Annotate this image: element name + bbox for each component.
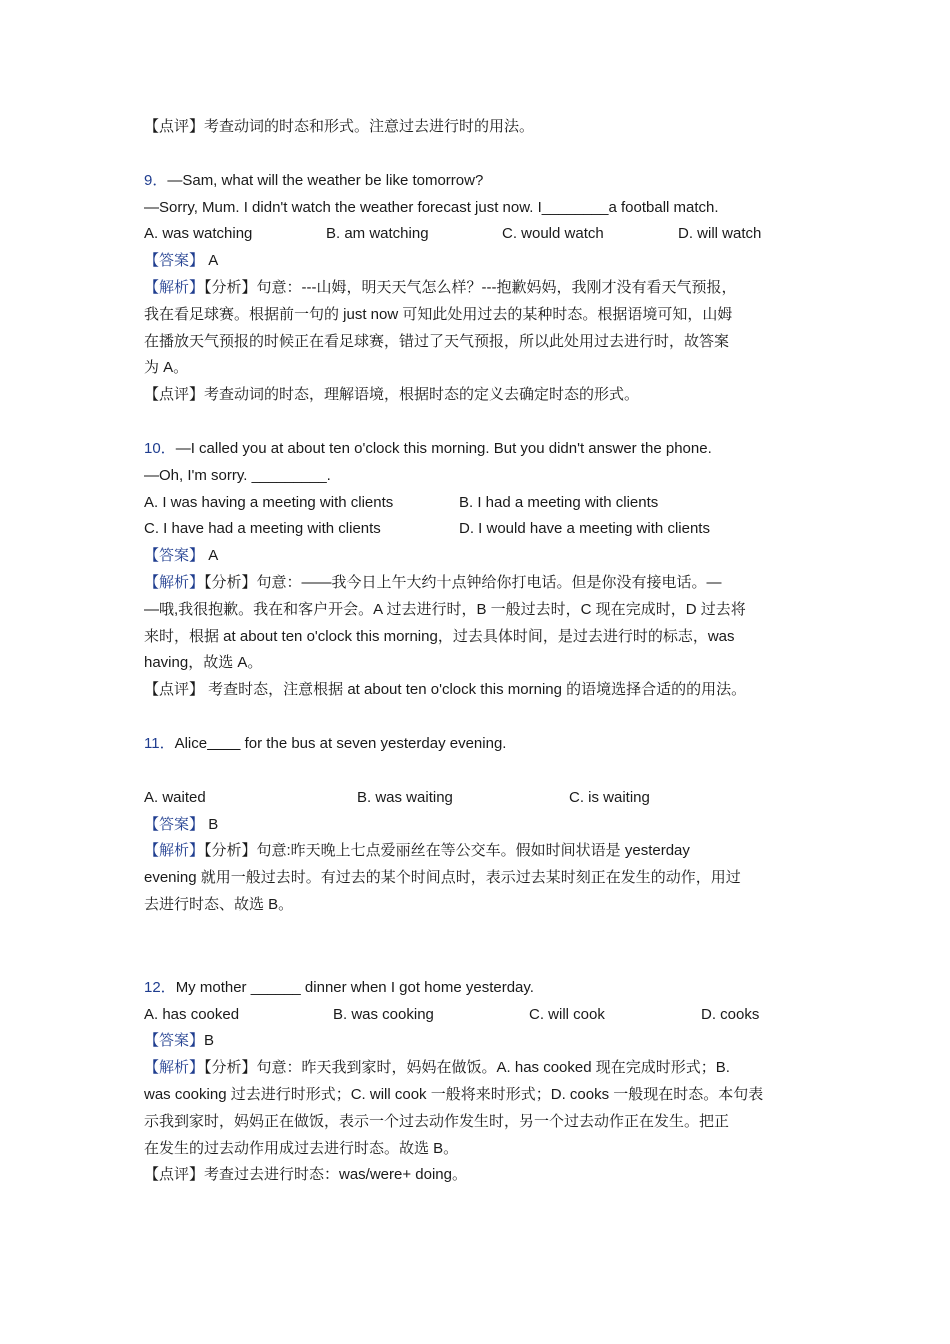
- q9-line1: [144, 168, 808, 195]
- q11-number: 11．: [144, 734, 175, 752]
- document-content: [144, 114, 808, 1189]
- q10-line2: —Oh, I'm sorry. _________.: [144, 466, 331, 484]
- q11-analysis-tag: 【解析】: [144, 842, 205, 860]
- q10-analysis-line2: —哦,我很抱歉。我在和客户开会。A 过去进行时，B 一般过去时，C 现在完成时，D 过去将: [144, 600, 746, 618]
- q12-line1: [144, 975, 808, 1002]
- q12-analysis-line2: was cooking 过去进行时形式；C. will cook 一般将来时形式；D. cooks 一般现在时态。本句表: [144, 1085, 764, 1103]
- q11-options: [144, 785, 808, 812]
- q12-prompt: My mother ______ dinner when I got home yesterday.: [175, 978, 534, 996]
- q9-analysis-line1: [144, 275, 808, 302]
- q10-prompt: —I called you at about ten o'clock this morning. But you didn't answer the phone.: [175, 439, 712, 457]
- question-10: [144, 436, 808, 704]
- q11-analysis-line1: [144, 838, 808, 865]
- q11-analysis-text1: 【分析】句意:昨天晚上七点爱丽丝在等公交车。假如时间状语是 yesterday: [204, 842, 690, 860]
- question-12: [144, 975, 808, 1189]
- q12-option-a: A. has cooked: [144, 1005, 240, 1023]
- q11-text-before: Alice: [174, 734, 208, 752]
- q10-option-a: A. I was having a meeting with clients: [144, 493, 394, 511]
- q10-answer-tag: 【答案】: [144, 547, 205, 565]
- q9-answer-tag: 【答案】: [144, 252, 205, 270]
- q10-analysis-tag: 【解析】: [144, 573, 205, 591]
- q9-analysis-tag: 【解析】: [144, 278, 205, 296]
- q10-analysis-text1: 【分析】句意：——我今日上午大约十点钟给你打电话。但是你没有接电话。—: [204, 573, 722, 591]
- q11-line1: [144, 731, 808, 758]
- q11-option-c: C. is waiting: [569, 788, 650, 806]
- q12-option-b: B. was cooking: [333, 1005, 434, 1023]
- q12-answer: [144, 1028, 808, 1055]
- q9-option-d: D. will watch: [678, 225, 762, 243]
- q9-comment: 【点评】考查动词的时态，理解语境，根据时态的定义去确定时态的形式。: [144, 386, 640, 404]
- q10-analysis-line1: [144, 570, 808, 597]
- q9-options: [144, 221, 808, 248]
- q8-comment: 【点评】考查动词的时态和形式。注意过去进行时的用法。: [144, 118, 535, 135]
- q12-option-c: C. will cook: [529, 1005, 605, 1023]
- q10-options-row1: [144, 490, 808, 517]
- q12-answer-tag: 【答案】: [144, 1032, 205, 1050]
- q9-analysis-line2: 我在看足球赛。根据前一句的 just now 可知此处用过去的某种时态。根据语境可知，山姆: [144, 305, 733, 323]
- q9-analysis-text1: 【分析】句意：---山姆，明天天气怎么样？---抱歉妈妈，我刚才没有看天气预报，: [204, 278, 737, 296]
- q9-number: 9．: [144, 171, 168, 189]
- q10-options-row2: [144, 516, 808, 543]
- q12-comment: 【点评】考查过去进行时态：was/were+ doing。: [144, 1166, 467, 1184]
- question-9: [144, 168, 808, 409]
- q10-answer-value: A: [208, 547, 219, 565]
- q11-answer-value: B: [208, 815, 219, 833]
- q12-analysis-tag: 【解析】: [144, 1059, 205, 1077]
- q9-option-a: A. was watching: [144, 225, 253, 243]
- q12-analysis-line1: [144, 1055, 808, 1082]
- q12-analysis-line3: 示我到家时，妈妈正在做饭，表示一个过去动作发生时，另一个过去动作正在发生。把正: [144, 1112, 730, 1130]
- q9-option-b: B. am watching: [326, 225, 429, 243]
- q10-analysis-line3: 来时，根据 at about ten o'clock this morning，过去具体时间，是过去进行时的标志，was: [144, 627, 735, 645]
- q9-analysis-line3: 在播放天气预报的时候正在看足球赛，错过了天气预报，所以此处用过去进行时，故答案: [144, 332, 730, 350]
- q10-number: 10．: [144, 439, 176, 457]
- q10-analysis-line4: having，故选 A。: [144, 654, 263, 672]
- q10-option-b: B. I had a meeting with clients: [459, 493, 659, 511]
- q11-text-after: for the bus at seven yesterday evening.: [240, 734, 507, 752]
- q11-answer-tag: 【答案】: [144, 815, 205, 833]
- q12-answer-value: B: [204, 1032, 215, 1050]
- q9-option-c: C. would watch: [502, 225, 604, 243]
- q9-line2: —Sorry, Mum. I didn't watch the weather forecast just now. I________a football match.: [144, 198, 719, 216]
- q9-prompt: —Sam, what will the weather be like tomorrow?: [167, 171, 484, 189]
- q11-analysis-line2: evening 就用一般过去时。有过去的某个时间点时，表示过去某时刻正在发生的动作，用过: [144, 869, 741, 887]
- q10-option-d: D. I would have a meeting with clients: [459, 520, 710, 538]
- q9-answer-value: A: [208, 252, 219, 270]
- q12-options: [144, 1002, 808, 1029]
- q9-analysis-line4: 为 A。: [144, 359, 189, 377]
- q12-analysis-text1: 【分析】句意：昨天我到家时，妈妈在做饭。A. has cooked 现在完成时形式；B.: [204, 1059, 730, 1077]
- q12-option-d: D. cooks: [701, 1005, 760, 1023]
- q10-option-c: C. I have had a meeting with clients: [144, 520, 381, 538]
- q10-line1: [144, 436, 808, 463]
- q12-analysis-line4: 在发生的过去动作用成过去进行时态。故选 B。: [144, 1139, 459, 1157]
- q11-option-a: A. waited: [144, 788, 206, 806]
- q11-option-b: B. was waiting: [357, 788, 453, 806]
- q10-comment: 【点评】 考查时态，注意根据 at about ten o'clock this morning 的语境选择合适的的用法。: [144, 681, 747, 699]
- q9-answer: [144, 248, 808, 275]
- q11-answer: [144, 812, 808, 839]
- q12-number: 12．: [144, 978, 176, 996]
- q10-answer: [144, 543, 808, 570]
- question-11: [144, 731, 808, 919]
- q11-analysis-line3: 去进行时态、故选 B。: [144, 895, 294, 913]
- q11-blank: ____: [207, 734, 241, 752]
